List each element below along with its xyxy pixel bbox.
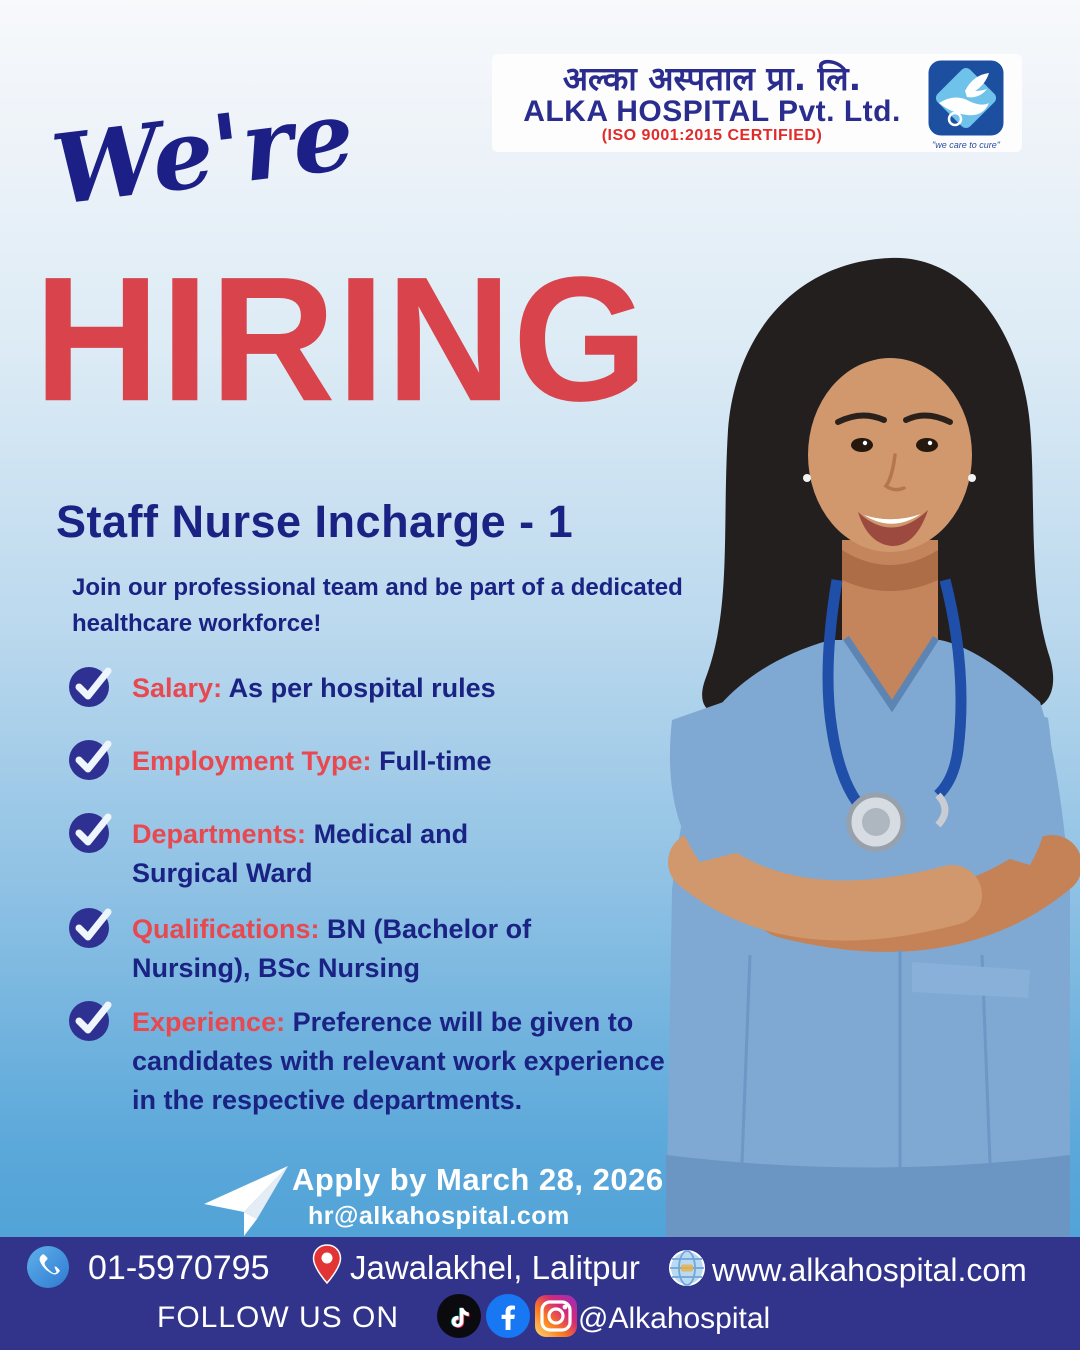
location-pin-icon xyxy=(312,1243,342,1290)
apply-block xyxy=(292,1162,664,1231)
detail-text xyxy=(132,1003,692,1120)
detail-departments xyxy=(68,808,517,893)
detail-value: Full-time xyxy=(379,746,492,776)
detail-value: As per hospital rules xyxy=(228,673,496,703)
hospital-logo xyxy=(492,54,1022,152)
job-intro: Join our professional team and be part of a dedicated healthcare workforce! xyxy=(72,574,683,637)
detail-label: Experience: xyxy=(132,1007,286,1037)
detail-label: Salary: xyxy=(132,673,223,703)
detail-salary xyxy=(68,662,496,708)
detail-value: BN (Bachelor of Nursing), BSc Nursing xyxy=(132,914,532,984)
phone-number[interactable]: 01-5970795 xyxy=(88,1249,270,1287)
website-url[interactable]: www.alkahospital.com xyxy=(712,1252,1027,1288)
social-handle[interactable]: @Alkahospital xyxy=(578,1302,771,1335)
detail-value: Medical and Surgical Ward xyxy=(132,819,469,889)
headline-script: We're xyxy=(46,78,360,227)
check-icon xyxy=(68,735,114,781)
facebook-icon[interactable] xyxy=(486,1294,530,1338)
detail-experience xyxy=(68,996,692,1120)
globe-icon xyxy=(668,1249,706,1292)
apply-email[interactable]: hr@alkahospital.com xyxy=(308,1202,570,1230)
detail-text xyxy=(132,815,517,893)
follow-us-heading: FOLLOW US ON xyxy=(157,1301,400,1334)
hospital-name-nepali: अल्का अस्पताल प्रा. लि. xyxy=(562,58,862,98)
iso-certification: (ISO 9001:2015 CERTIFIED) xyxy=(601,126,823,144)
hospital-logo-text xyxy=(506,58,918,145)
headline-main: HIRING xyxy=(34,239,649,438)
logo-tagline: "we care to cure" xyxy=(932,139,1000,150)
apply-deadline: Apply by March 28, 2026 xyxy=(292,1162,664,1197)
hands-dove-icon xyxy=(925,57,1007,139)
detail-employment-type xyxy=(68,735,492,781)
location-text[interactable]: Jawalakhel, Lalitpur xyxy=(350,1249,640,1286)
phone-icon xyxy=(26,1245,70,1294)
job-title: Staff Nurse Incharge - 1 xyxy=(56,496,574,547)
instagram-icon[interactable] xyxy=(534,1294,578,1343)
detail-label: Qualifications: xyxy=(132,914,320,944)
detail-text xyxy=(132,669,496,708)
detail-text xyxy=(132,742,492,781)
hospital-name-english: ALKA HOSPITAL Pvt. Ltd. xyxy=(523,95,901,129)
hospital-logo-mark xyxy=(918,57,1014,150)
check-icon xyxy=(68,662,114,708)
detail-qualifications xyxy=(68,903,602,988)
detail-label: Employment Type: xyxy=(132,746,372,776)
footer-bar xyxy=(0,1237,1080,1350)
detail-label: Departments: xyxy=(132,819,307,849)
detail-value: Preference will be given to candidates with relevant work experience in the respective departments. xyxy=(132,1007,665,1116)
tiktok-icon[interactable] xyxy=(437,1294,481,1338)
detail-text xyxy=(132,910,602,988)
check-icon xyxy=(68,903,114,949)
paper-plane-icon xyxy=(202,1158,290,1238)
check-icon xyxy=(68,808,114,854)
check-icon xyxy=(68,996,114,1042)
